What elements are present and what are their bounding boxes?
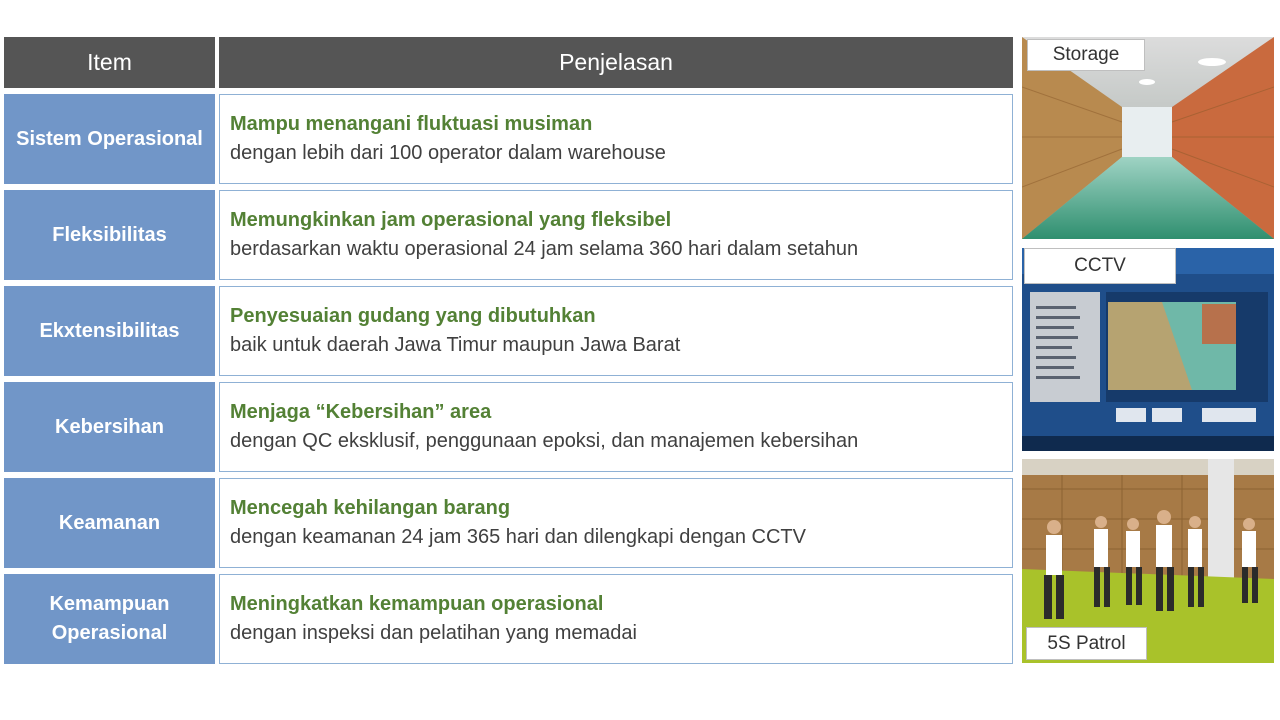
row-subtitle: berdasarkan waktu operasional 24 jam selama 360 hari dalam setahun: [230, 238, 859, 260]
row-subtitle: baik untuk daerah Jawa Timur maupun Jawa Barat: [230, 334, 681, 356]
row-description: [219, 574, 1013, 664]
row-subtitle: dengan inspeksi dan pelatihan yang memadai: [230, 622, 637, 644]
header-explanation: Penjelasan: [219, 37, 1013, 88]
patrol-caption: 5S Patrol: [1026, 627, 1147, 660]
row-label: Keamanan: [4, 478, 215, 568]
row-label: Fleksibilitas: [4, 190, 215, 280]
row-title: Menjaga “Kebersihan” area: [230, 401, 492, 423]
row-subtitle: dengan lebih dari 100 operator dalam warehouse: [230, 142, 666, 164]
storage-caption: Storage: [1027, 39, 1145, 71]
row-description: [219, 94, 1013, 184]
row-description: [219, 382, 1013, 472]
row-label: Ekxtensibilitas: [4, 286, 215, 376]
row-title: Meningkatkan kemampuan operasional: [230, 593, 604, 615]
row-title: Mampu menangani fluktuasi musiman: [230, 113, 593, 135]
row-title: Mencegah kehilangan barang: [230, 497, 511, 519]
cctv-caption: CCTV: [1024, 248, 1176, 284]
row-description: [219, 286, 1013, 376]
row-subtitle: dengan QC eksklusif, penggunaan epoksi, dan manajemen kebersihan: [230, 430, 859, 452]
row-description: [219, 190, 1013, 280]
row-label: Kebersihan: [4, 382, 215, 472]
row-title: Penyesuaian gudang yang dibutuhkan: [230, 305, 596, 327]
row-label: Kemampuan Operasional: [4, 574, 215, 664]
row-title: Memungkinkan jam operasional yang fleksibel: [230, 209, 672, 231]
row-subtitle: dengan keamanan 24 jam 365 hari dan dilengkapi dengan CCTV: [230, 526, 806, 548]
header-item: Item: [4, 37, 215, 88]
row-description: [219, 478, 1013, 568]
row-label: Sistem Operasional: [4, 94, 215, 184]
